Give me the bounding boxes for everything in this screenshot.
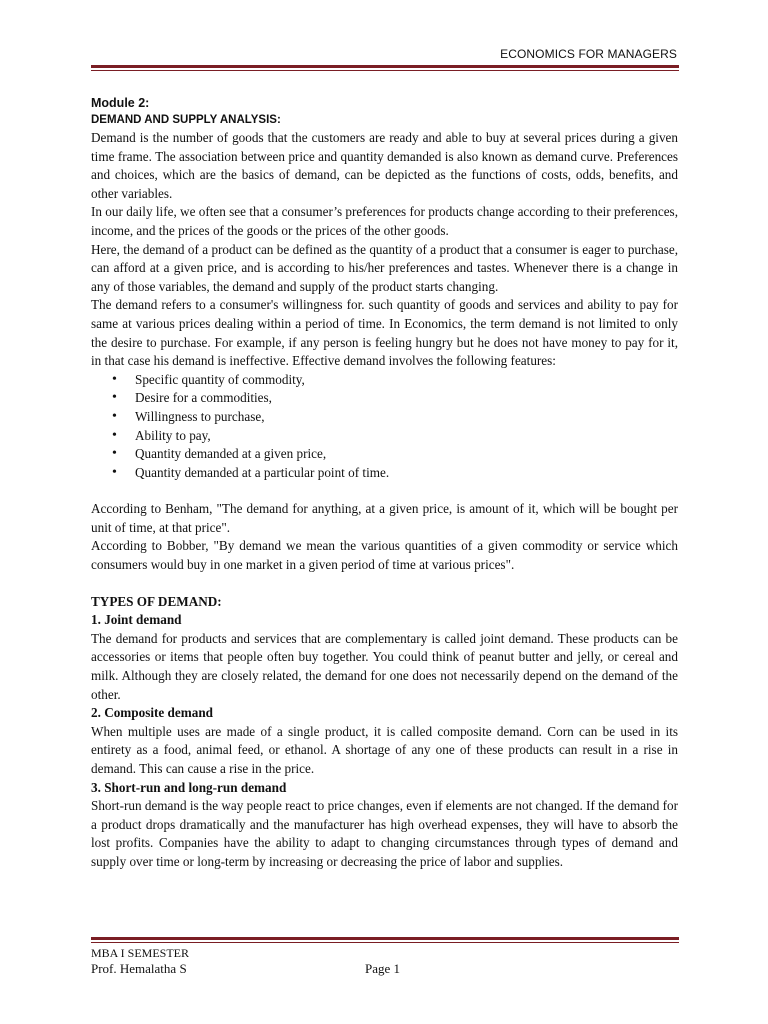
paragraph: When multiple uses are made of a single product, it is called composite demand. Corn can be used in its entirety as a food, animal feed, or ethanol. A shortage of any one of these products can result in a rise in demand. This can cause a rise in the price.: [91, 723, 678, 776]
header-rule: [91, 65, 679, 71]
page-number: Page 1: [365, 961, 401, 976]
list-item: • Quantity demanded at a given price,: [91, 445, 678, 464]
footer-course: MBA I SEMESTER: [91, 946, 190, 960]
list-item: • Ability to pay,: [91, 427, 678, 446]
list-item: • Quantity demanded at a particular point of time.: [91, 464, 678, 483]
footer-rule-thin: [91, 942, 679, 943]
paragraph: In our daily life, we often see that a consumer’s preferences for products change according to their preferences, income, and the prices of the goods or the prices of the other goods.: [91, 204, 678, 238]
footer-rule: [91, 937, 679, 943]
list-item: • Desire for a commodities,: [91, 389, 678, 408]
list-item: • Specific quantity of commodity,: [91, 371, 678, 390]
header-rule-thin: [91, 70, 679, 71]
section-heading: DEMAND AND SUPPLY ANALYSIS:: [91, 114, 281, 126]
paragraph: Demand is the number of goods that the customers are ready and able to buy at several prices during a given time frame. The association between price and quantity demanded is also known as demand curve. Preferences and choices, which are the basics of demand, can be depicted as the functions of costs, odds, benefits, and other variables.: [91, 130, 678, 201]
footer-rule-thick: [91, 937, 679, 940]
spacer: [91, 482, 678, 500]
quote-bobber: According to Bobber, "By demand we mean the various quantities of a given commodity or service which consumers would buy in one market in a given period of time at various prices".: [91, 538, 678, 573]
header-rule-thick: [91, 65, 679, 68]
subheading-joint-demand: 1. Joint demand: [91, 612, 182, 628]
footer-professor: Prof. Hemalatha S: [91, 961, 187, 976]
list-item: • Willingness to purchase,: [91, 408, 678, 427]
running-header: ECONOMICS FOR MANAGERS: [500, 47, 677, 61]
paragraph: The demand for products and services that are complementary is called joint demand. These products can be accessories or items that people often buy together. You could think of peanut butter and jelly, or cereal and milk. Although they are closely related, the demand for one does not necessarily depend on the demand of the other.: [91, 630, 678, 702]
types-heading: TYPES OF DEMAND:: [91, 593, 222, 609]
paragraph: The demand refers to a consumer's willingness for. such quantity of goods and services and ability to pay for same at various prices dealing within a period of time. In Economics, the term demand is not limited to only the desire to purchase. For example, if any person is feeling hungry but he does not have money to pay for it, in that case his demand is ineffective. Effective demand involves the following features:: [91, 297, 678, 369]
paragraph: Short-run demand is the way people react to price changes, even if elements are not changed. If the demand for a product drops dramatically and the manufacturer has high overhead expenses, they will have to absorb the lost profits. Companies have the ability to adapt to changing circumstances through types of demand and supply over time or long-term by increasing or decreasing the price of labor and supplies.: [91, 798, 678, 869]
quote-benham: According to Benham, "The demand for anything, at a given price, is amount of it, which will be bought per unit of time, at that price".: [91, 501, 678, 535]
module-label: Module 2:: [91, 96, 150, 110]
page-body: [91, 94, 678, 872]
paragraph: Here, the demand of a product can be defined as the quantity of a product that a consumer is eager to purchase, can afford at a given price, and is according to his/her preferences and tastes. Whenever there is a change in any of those variables, the demand and supply of the product starts changing.: [91, 241, 678, 294]
spacer: [91, 575, 678, 593]
features-list: [91, 371, 678, 483]
subheading-short-long-run-demand: 3. Short-run and long-run demand: [91, 779, 287, 795]
subheading-composite-demand: 2. Composite demand: [91, 705, 213, 721]
